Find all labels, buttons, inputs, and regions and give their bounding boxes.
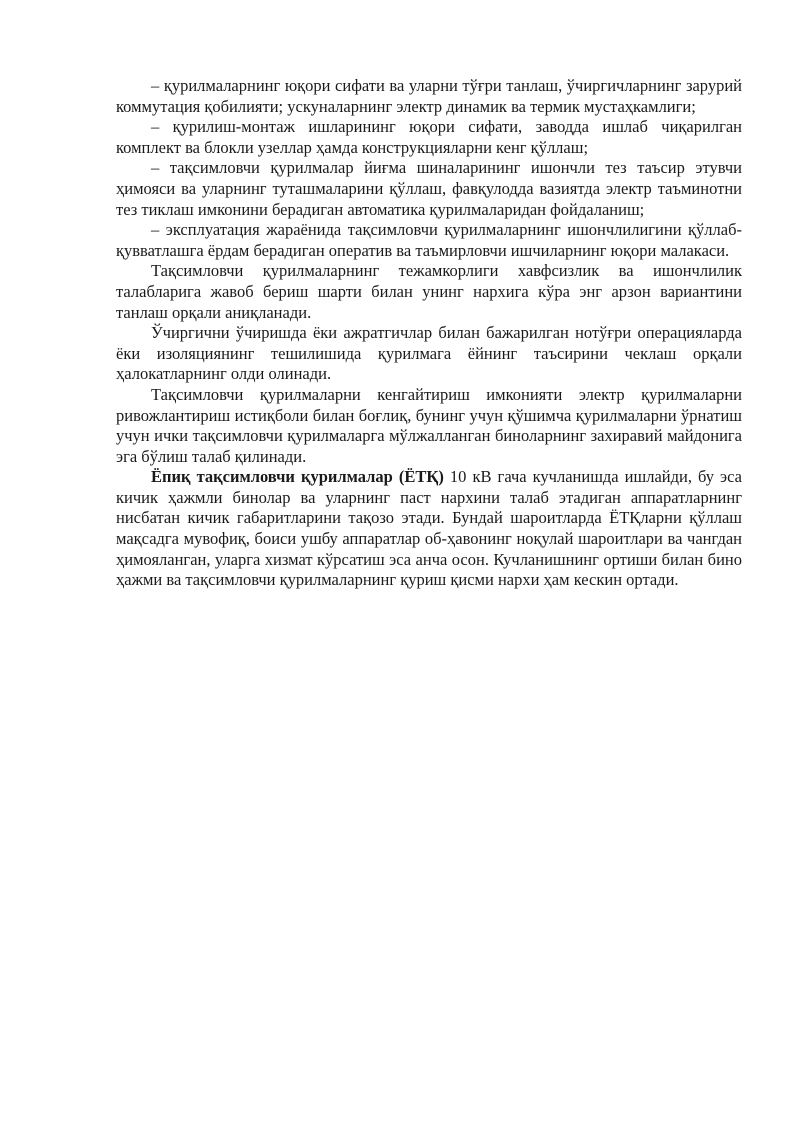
paragraph-8-text: 10 кВ гача кучланишда ишлайди, бу эса кичик ҳажмли бинолар ва уларнинг паст нархини талаб этадиган аппаратларнинг нисбатан кичик габаритларини тақозо этади. Бундай шароитларда ЁТҚларни қўллаш мақсадга мувофиқ, боиси ушбу аппаратлар об-ҳавонинг ноқулай шароитлари ва чангдан ҳимояланган, уларга хизмат кўрсатиш эса анча осон. Кучланишнинг ортиши билан бино ҳажми ва тақсимловчи қурилмаларнинг қуриш қисми нархи ҳам кескин ортади. <box>116 467 742 590</box>
paragraph-2 <box>116 117 742 158</box>
paragraph-4-text: – эксплуатация жараёнида тақсимловчи қурилмаларнинг ишончлилигини қўллаб-қувватлашга ёрдам берадиган оператив ва таъмирловчи ишчиларнинг юқори малакаси. <box>116 220 742 260</box>
paragraph-8 <box>116 467 742 591</box>
document-body <box>116 76 742 591</box>
paragraph-6-text: Ўчиргични ўчиришда ёки ажратгичлар билан бажарилган нотўғри операцияларда ёки изоляциянинг тешилишида қурилмага ёйнинг таъсирини чеклаш орқали ҳалокатларнинг олди олинади. <box>116 323 742 384</box>
paragraph-7 <box>116 385 742 467</box>
paragraph-3 <box>116 158 742 220</box>
paragraph-1 <box>116 76 742 117</box>
paragraph-1-text: – қурилмаларнинг юқори сифати ва уларни тўғри танлаш, ўчиргичларнинг зарурий коммутация қобилияти; ускуналарнинг электр динамик ва термик мустаҳкамлиги; <box>116 76 742 116</box>
paragraph-8-bold: Ёпиқ тақсимловчи қурилмалар (ЁТҚ) <box>151 467 444 487</box>
paragraph-7-text: Тақсимловчи қурилмаларни кенгайтириш имконияти электр қурилмаларни ривожлантириш истиқболи билан боғлиқ, бунинг учун қўшимча қурилмаларни ўрнатиш учун ички тақсимловчи қурилмаларга мўлжалланган биноларнинг захиравий майдонига эга бўлиш талаб қилинади. <box>116 384 742 466</box>
paragraph-3-text: – тақсимловчи қурилмалар йиғма шиналарининг ишончли тез таъсир этувчи ҳимояси ва уларнинг туташмаларини қўллаш, фавқулодда вазиятда электр таъминотни тез тиклаш имконини берадиган автоматика қурилмаларидан фойдаланиш; <box>116 158 742 219</box>
paragraph-6 <box>116 323 742 385</box>
paragraph-4 <box>116 220 742 261</box>
paragraph-5-text: Тақсимловчи қурилмаларнинг тежамкорлиги хавфсизлик ва ишончлилик талабларига жавоб бериш шарти билан унинг нархига кўра энг арзон вариантини танлаш орқали аниқланади. <box>116 261 742 322</box>
paragraph-2-text: – қурилиш-монтаж ишларининг юқори сифати, заводда ишлаб чиқарилган комплект ва блокли узеллар ҳамда конструкцияларни кенг қўллаш; <box>116 117 742 157</box>
paragraph-5 <box>116 261 742 323</box>
